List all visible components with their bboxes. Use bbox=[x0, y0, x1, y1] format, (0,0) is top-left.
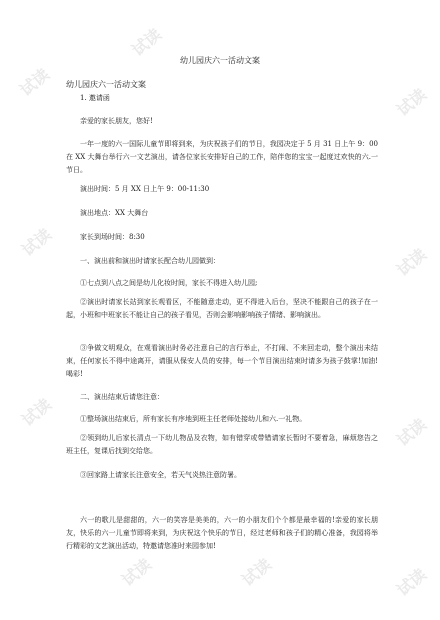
rule-item: ②演出时请家长站到家长观看区，不能随意走动，更不得进入后台，坚决不能跟自己的孩子在一起，小班和中班家长不能让自己的孩子看见，否则会影响影响孩子情绪、影响演出。 bbox=[66, 298, 378, 319]
watermark: 试读 bbox=[393, 414, 431, 450]
rule-item: ①整场演出结束后，所有家长有序地到班主任老师处接幼儿和六.一礼物。 bbox=[80, 415, 307, 423]
section-heading-invitation: 1. 邀请函 bbox=[80, 94, 110, 102]
intro-paragraph: 一年一度的六一国际儿童节即将到来，为庆祝孩子们的节日，我园决定于 5 月 31 日上午 9：00 在 XX 大舞台举行六一文艺演出，请各位家长安排好自己的工作，陪伴您的宝宝一起度过欢快的六.一节日。 bbox=[66, 140, 378, 174]
section-heading-after-show: 二、演出结束后请您注意： bbox=[80, 393, 164, 401]
greeting: 亲爱的家长朋友，您好! bbox=[80, 117, 153, 125]
watermark: 试读 bbox=[238, 554, 276, 590]
section-heading-before-show: 一、演出前和演出时请家长配合幼儿园做到： bbox=[80, 257, 220, 265]
watermark: 试读 bbox=[18, 394, 56, 430]
arrival-time: 家长到场时间：8:30 bbox=[80, 233, 145, 241]
watermark: 试读 bbox=[18, 224, 56, 260]
watermark: 试读 bbox=[393, 84, 431, 120]
watermark: 试读 bbox=[393, 564, 431, 600]
document-subtitle: 幼儿园庆六一活动文案 bbox=[66, 80, 146, 89]
rule-item: ③争做文明观众，在观看演出时务必注意自己的言行举止，不打闹、不来回走动，整个演出未结束，任何家长不得中途离开，请服从保安人员的安排，每一个节目演出结束时请多为孩子鼓掌!加油!喝彩! bbox=[66, 344, 378, 378]
rule-item: ②领到幼儿后家长清点一下幼儿物品及衣物，如有错穿或带错请家长暂时不要着急，麻烦您告之班主任，复课后找到交给您。 bbox=[66, 434, 378, 455]
closing-paragraph: 六一的歌儿是甜甜的，六一的笑容是美美的，六一的小朋友们个个都是最幸福的!亲爱的家长朋友，快乐的六一儿童节即将来到，为庆祝这个快乐的节日，经过老师和孩子们的精心准备，我园将举行精彩的文艺演出活动，特邀请您准时来园参加! bbox=[66, 516, 378, 550]
document-title: 幼儿园庆六一活动文案 bbox=[180, 56, 260, 65]
watermark: 试读 bbox=[128, 24, 166, 60]
rule-item: ③回家路上请家长注意安全，若天气炎热注意防暑。 bbox=[80, 471, 241, 479]
show-time: 演出时间：5 月 XX 日上午 9：00-11:30 bbox=[80, 185, 210, 193]
watermark: 试读 bbox=[16, 64, 54, 100]
rule-item: ①七点到八点之间是幼儿化妆时间，家长不得进入幼儿园; bbox=[80, 279, 258, 287]
watermark: 试读 bbox=[118, 554, 156, 590]
watermark: 试读 bbox=[393, 244, 431, 280]
show-place: 演出地点：XX 大舞台 bbox=[80, 209, 149, 217]
